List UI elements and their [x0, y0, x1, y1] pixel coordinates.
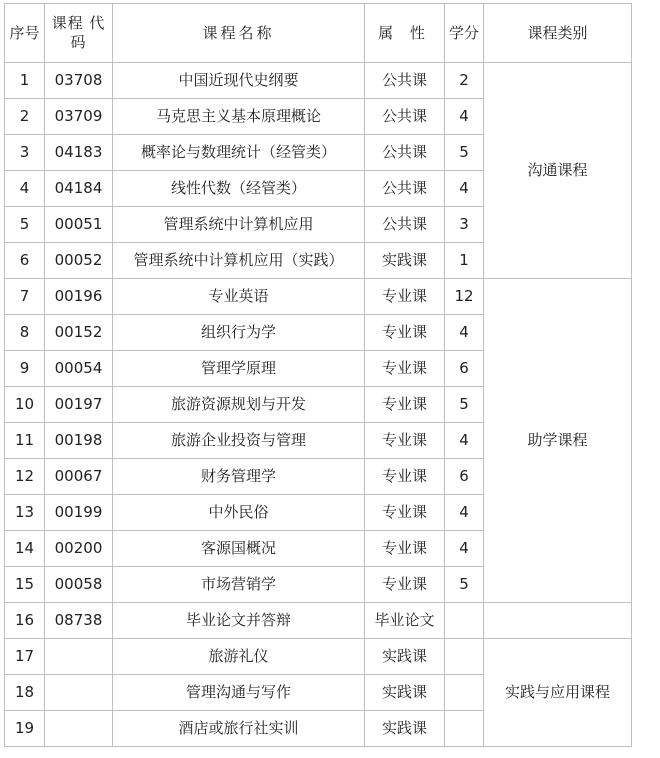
cell-code: 00197	[45, 387, 113, 423]
cell-name: 旅游企业投资与管理	[113, 423, 365, 459]
cell-code: 03709	[45, 99, 113, 135]
header-credit: 学分	[445, 4, 484, 63]
table-row	[5, 639, 632, 675]
cell-name: 财务管理学	[113, 459, 365, 495]
cell-credit: 5	[445, 567, 484, 603]
cell-attr: 公共课	[365, 171, 445, 207]
cell-code: 00067	[45, 459, 113, 495]
cell-attr: 公共课	[365, 63, 445, 99]
cell-attr: 实践课	[365, 639, 445, 675]
cell-credit: 2	[445, 63, 484, 99]
cell-credit	[445, 603, 484, 639]
table-header-row	[5, 4, 632, 63]
cell-seq: 15	[5, 567, 45, 603]
header-attr: 属 性	[365, 4, 445, 63]
cell-name: 酒店或旅行社实训	[113, 711, 365, 747]
cell-seq: 19	[5, 711, 45, 747]
cell-attr: 专业课	[365, 279, 445, 315]
cell-credit	[445, 639, 484, 675]
cell-code: 00199	[45, 495, 113, 531]
cell-attr: 公共课	[365, 99, 445, 135]
cell-name: 旅游资源规划与开发	[113, 387, 365, 423]
cell-name: 专业英语	[113, 279, 365, 315]
cell-seq: 13	[5, 495, 45, 531]
cell-credit: 4	[445, 171, 484, 207]
cell-code: 00198	[45, 423, 113, 459]
cell-attr: 实践课	[365, 711, 445, 747]
cell-credit: 4	[445, 315, 484, 351]
cell-name: 管理系统中计算机应用	[113, 207, 365, 243]
cell-attr: 专业课	[365, 387, 445, 423]
cell-seq: 8	[5, 315, 45, 351]
category-empty	[484, 603, 632, 639]
cell-name: 概率论与数理统计（经管类）	[113, 135, 365, 171]
cell-code: 08738	[45, 603, 113, 639]
header-name: 课程名称	[113, 4, 365, 63]
cell-code	[45, 639, 113, 675]
cell-seq: 3	[5, 135, 45, 171]
cell-attr: 公共课	[365, 207, 445, 243]
cell-attr: 实践课	[365, 675, 445, 711]
cell-code: 03708	[45, 63, 113, 99]
cell-attr: 专业课	[365, 459, 445, 495]
cell-attr: 专业课	[365, 567, 445, 603]
header-category: 课程类别	[484, 4, 632, 63]
cell-credit: 5	[445, 135, 484, 171]
cell-attr: 专业课	[365, 351, 445, 387]
category-goutong: 沟通课程	[484, 63, 632, 279]
cell-seq: 11	[5, 423, 45, 459]
cell-attr: 专业课	[365, 495, 445, 531]
cell-credit: 6	[445, 351, 484, 387]
cell-code: 00200	[45, 531, 113, 567]
cell-code: 00052	[45, 243, 113, 279]
cell-seq: 12	[5, 459, 45, 495]
cell-seq: 7	[5, 279, 45, 315]
table-row	[5, 603, 632, 639]
category-zhuxue: 助学课程	[484, 279, 632, 603]
cell-credit	[445, 711, 484, 747]
cell-credit: 5	[445, 387, 484, 423]
cell-code	[45, 711, 113, 747]
header-code: 课程 代码	[45, 4, 113, 63]
cell-name: 组织行为学	[113, 315, 365, 351]
cell-credit: 3	[445, 207, 484, 243]
cell-name: 中外民俗	[113, 495, 365, 531]
cell-code: 00152	[45, 315, 113, 351]
cell-seq: 10	[5, 387, 45, 423]
cell-name: 管理系统中计算机应用（实践）	[113, 243, 365, 279]
cell-credit: 4	[445, 531, 484, 567]
cell-name: 马克思主义基本原理概论	[113, 99, 365, 135]
cell-seq: 6	[5, 243, 45, 279]
cell-name: 中国近现代史纲要	[113, 63, 365, 99]
cell-credit: 4	[445, 423, 484, 459]
cell-code: 00054	[45, 351, 113, 387]
course-table-container	[4, 3, 632, 747]
cell-seq: 14	[5, 531, 45, 567]
cell-seq: 1	[5, 63, 45, 99]
cell-credit	[445, 675, 484, 711]
cell-code: 00196	[45, 279, 113, 315]
cell-attr: 专业课	[365, 315, 445, 351]
cell-code: 00051	[45, 207, 113, 243]
cell-code	[45, 675, 113, 711]
cell-name: 线性代数（经管类）	[113, 171, 365, 207]
cell-name: 旅游礼仪	[113, 639, 365, 675]
cell-credit: 6	[445, 459, 484, 495]
cell-attr: 毕业论文	[365, 603, 445, 639]
course-table	[4, 3, 632, 747]
cell-name: 毕业论文并答辩	[113, 603, 365, 639]
table-row	[5, 279, 632, 315]
cell-name: 客源国概况	[113, 531, 365, 567]
cell-seq: 16	[5, 603, 45, 639]
cell-credit: 4	[445, 495, 484, 531]
cell-seq: 18	[5, 675, 45, 711]
cell-seq: 4	[5, 171, 45, 207]
cell-seq: 17	[5, 639, 45, 675]
header-seq: 序号	[5, 4, 45, 63]
cell-credit: 12	[445, 279, 484, 315]
cell-code: 04183	[45, 135, 113, 171]
table-row	[5, 63, 632, 99]
category-shijian: 实践与应用课程	[484, 639, 632, 747]
cell-seq: 5	[5, 207, 45, 243]
cell-seq: 2	[5, 99, 45, 135]
cell-name: 管理学原理	[113, 351, 365, 387]
cell-code: 04184	[45, 171, 113, 207]
cell-attr: 专业课	[365, 531, 445, 567]
cell-attr: 公共课	[365, 135, 445, 171]
cell-credit: 1	[445, 243, 484, 279]
cell-name: 市场营销学	[113, 567, 365, 603]
cell-name: 管理沟通与写作	[113, 675, 365, 711]
cell-credit: 4	[445, 99, 484, 135]
cell-attr: 实践课	[365, 243, 445, 279]
cell-code: 00058	[45, 567, 113, 603]
cell-attr: 专业课	[365, 423, 445, 459]
cell-seq: 9	[5, 351, 45, 387]
